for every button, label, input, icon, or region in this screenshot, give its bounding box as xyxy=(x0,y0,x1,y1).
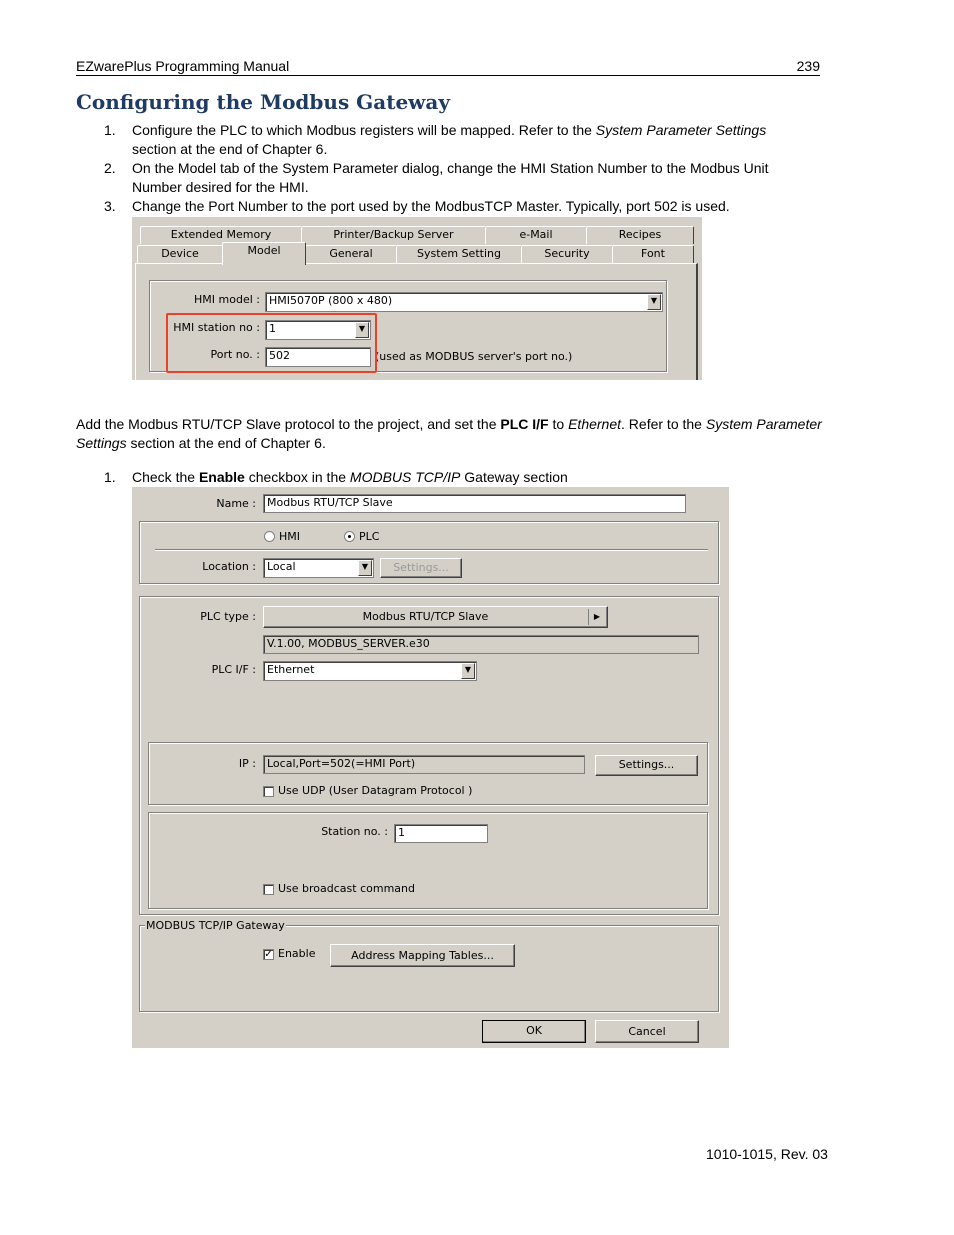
device-properties-dialog xyxy=(132,487,729,1048)
tab-email[interactable]: e-Mail xyxy=(485,226,587,244)
section-title: Configuring the Modbus Gateway xyxy=(76,90,450,114)
chevron-down-icon[interactable]: ▼ xyxy=(461,663,475,679)
ip-value: Local,Port=502(=HMI Port) xyxy=(267,757,416,770)
hmi-model-select[interactable] xyxy=(265,292,663,312)
cancel-button[interactable]: Cancel xyxy=(595,1020,699,1043)
tab-font[interactable]: Font xyxy=(612,245,694,264)
radio-hmi[interactable] xyxy=(264,531,275,542)
ip-field xyxy=(263,755,585,774)
step-text: On the Model tab of the System Parameter dialog, change the HMI Station Number to the Modbus Unit Number desired for the HMI. xyxy=(132,160,769,195)
address-mapping-button[interactable]: Address Mapping Tables... xyxy=(330,944,515,967)
use-udp-checkbox[interactable] xyxy=(263,786,274,797)
use-udp-label: Use UDP (User Datagram Protocol ) xyxy=(278,784,473,797)
hmi-station-value: 1 xyxy=(269,322,276,335)
step-number: 3. xyxy=(104,198,116,214)
ip-settings-button[interactable]: Settings... xyxy=(595,755,698,776)
system-parameter-dialog xyxy=(132,217,702,380)
tab-printer-backup-server[interactable]: Printer/Backup Server xyxy=(301,226,486,244)
name-value: Modbus RTU/TCP Slave xyxy=(267,496,393,509)
plc-type-label: PLC type : xyxy=(200,610,256,623)
location-value: Local xyxy=(267,560,296,573)
step-text: Check the Enable checkbox in the MODBUS TCP/IP Gateway section xyxy=(132,469,568,485)
station-value: 1 xyxy=(398,826,405,839)
page-header xyxy=(76,57,820,76)
location-select[interactable] xyxy=(263,558,374,578)
plc-version-value: V.1.00, MODBUS_SERVER.e30 xyxy=(267,637,430,650)
plc-if-select[interactable] xyxy=(263,661,477,681)
gateway-title: MODBUS TCP/IP Gateway xyxy=(146,919,285,932)
name-input[interactable] xyxy=(263,494,686,513)
hmi-model-value: HMI5070P (800 x 480) xyxy=(269,294,393,307)
highlight-box xyxy=(166,313,377,373)
step-text: Change the Port Number to the port used by the ModbusTCP Master. Typically, port 502 is used. xyxy=(132,198,730,214)
plc-if-label: PLC I/F : xyxy=(211,663,256,676)
footer-doc-id: 1010-1015, Rev. 03 xyxy=(706,1146,828,1162)
plc-if-value: Ethernet xyxy=(267,663,315,676)
page-number: 239 xyxy=(796,58,820,74)
tab-security[interactable]: Security xyxy=(521,245,613,264)
broadcast-label: Use broadcast command xyxy=(278,882,415,895)
tab-extended-memory[interactable]: Extended Memory xyxy=(140,226,302,244)
step-item xyxy=(76,121,826,159)
radio-hmi-label: HMI xyxy=(279,530,301,543)
enable-label: Enable xyxy=(278,947,316,960)
plc-version-field xyxy=(263,635,699,654)
port-value: 502 xyxy=(269,349,290,362)
divider xyxy=(155,549,708,551)
tab-model[interactable]: Model xyxy=(222,242,306,265)
step-item xyxy=(76,468,826,487)
chevron-right-icon: ▶ xyxy=(588,609,605,625)
step-text: Configure the PLC to which Modbus registers will be mapped. Refer to the System Parameter Settings section at the end of Chapter 6. xyxy=(132,122,767,157)
location-settings-button[interactable]: Settings... xyxy=(380,558,462,578)
tab-device[interactable]: Device xyxy=(137,245,223,264)
gateway-group xyxy=(139,925,719,1012)
chevron-down-icon[interactable]: ▼ xyxy=(358,560,372,576)
port-label: Port no. : xyxy=(210,348,260,361)
station-label: Station no. : xyxy=(321,825,388,838)
tab-recipes[interactable]: Recipes xyxy=(586,226,694,244)
step-number: 1. xyxy=(104,122,116,138)
location-label: Location : xyxy=(202,560,256,573)
body-paragraph: Add the Modbus RTU/TCP Slave protocol to the project, and set the PLC I/F to Ethernet. Refer to the System Parameter Settings section at the end of Chapter 6. xyxy=(76,416,822,451)
broadcast-checkbox[interactable] xyxy=(263,884,274,895)
tab-system-setting[interactable]: System Setting xyxy=(396,245,522,264)
plc-type-value: Modbus RTU/TCP Slave xyxy=(362,610,489,623)
hmi-station-label: HMI station no : xyxy=(173,321,260,334)
chevron-down-icon[interactable]: ▼ xyxy=(647,294,661,310)
ok-button[interactable]: OK xyxy=(482,1020,586,1043)
station-input[interactable] xyxy=(394,824,488,843)
step-item xyxy=(76,197,826,216)
step-number: 2. xyxy=(104,160,116,176)
enable-checkbox[interactable]: ✓ xyxy=(264,949,273,960)
step-number: 1. xyxy=(104,469,116,485)
step-item xyxy=(76,159,826,197)
plc-type-button[interactable] xyxy=(263,606,608,628)
radio-plc[interactable] xyxy=(344,531,355,542)
manual-title: EZwarePlus Programming Manual xyxy=(76,58,290,74)
tab-general[interactable]: General xyxy=(305,245,397,264)
port-note: (used as MODBUS server's port no.) xyxy=(375,350,573,363)
name-label: Name : xyxy=(216,497,256,510)
chevron-down-icon[interactable]: ▼ xyxy=(355,322,369,338)
radio-plc-label: PLC xyxy=(359,530,380,543)
ip-label: IP : xyxy=(238,757,256,770)
hmi-model-label: HMI model : xyxy=(194,293,260,306)
